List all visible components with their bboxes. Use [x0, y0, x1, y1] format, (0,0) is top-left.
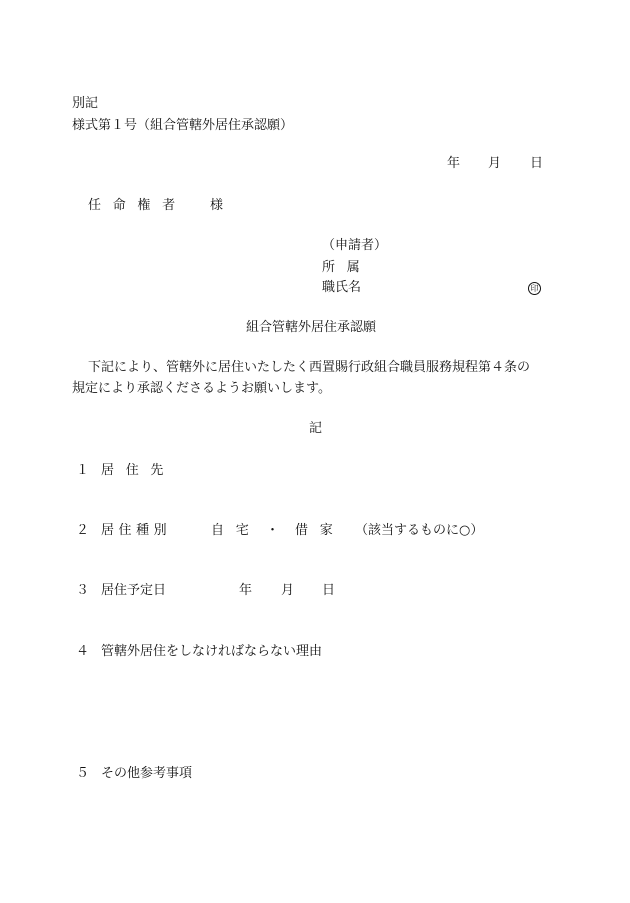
- seal-icon: 印: [528, 282, 541, 295]
- seal-mark: [528, 279, 541, 297]
- item-number: ５: [76, 766, 90, 781]
- item-number: ２: [76, 523, 90, 538]
- item-label: 管轄外居住をしなければならない理由: [101, 644, 323, 659]
- option-own-house: 自宅: [211, 523, 261, 538]
- option-separator: ・: [266, 523, 280, 538]
- addressee-honorific: 様: [210, 198, 224, 213]
- item-label: 居住予定日: [101, 583, 167, 598]
- item-number: １: [76, 463, 90, 478]
- option-rented-house: 借家: [295, 523, 345, 538]
- date-month: 月: [488, 156, 502, 171]
- appendix-label: 別記: [72, 96, 99, 111]
- planned-year: 年: [239, 583, 253, 598]
- item-number: ４: [76, 644, 90, 659]
- applicant-label: （申請者）: [322, 238, 388, 253]
- date-year: 年: [447, 156, 461, 171]
- applicant-name-title: 職氏名: [322, 280, 362, 295]
- item-number: ３: [76, 583, 90, 598]
- date-day: 日: [530, 156, 544, 171]
- item-label: 居住先: [101, 463, 176, 478]
- document-title: 組合管轄外居住承認願: [246, 320, 377, 335]
- body-line: 規定により承認くださるようお願いします。: [72, 381, 331, 396]
- applicant-department: 所属: [322, 260, 372, 275]
- item-label: その他参考事項: [101, 766, 193, 781]
- option-note: （該当するものに○）: [355, 523, 484, 538]
- planned-month: 月: [281, 583, 295, 598]
- ki-heading: 記: [309, 421, 323, 436]
- body-line: 下記により、管轄外に居住いたしたく西置賜行政組合職員服務規程第４条の: [88, 360, 531, 375]
- form-number: 様式第１号（組合管轄外居住承認願）: [72, 118, 294, 133]
- addressee-name: 任命権者: [88, 198, 187, 213]
- item-label: 居住種別: [101, 523, 172, 538]
- planned-day: 日: [322, 583, 336, 598]
